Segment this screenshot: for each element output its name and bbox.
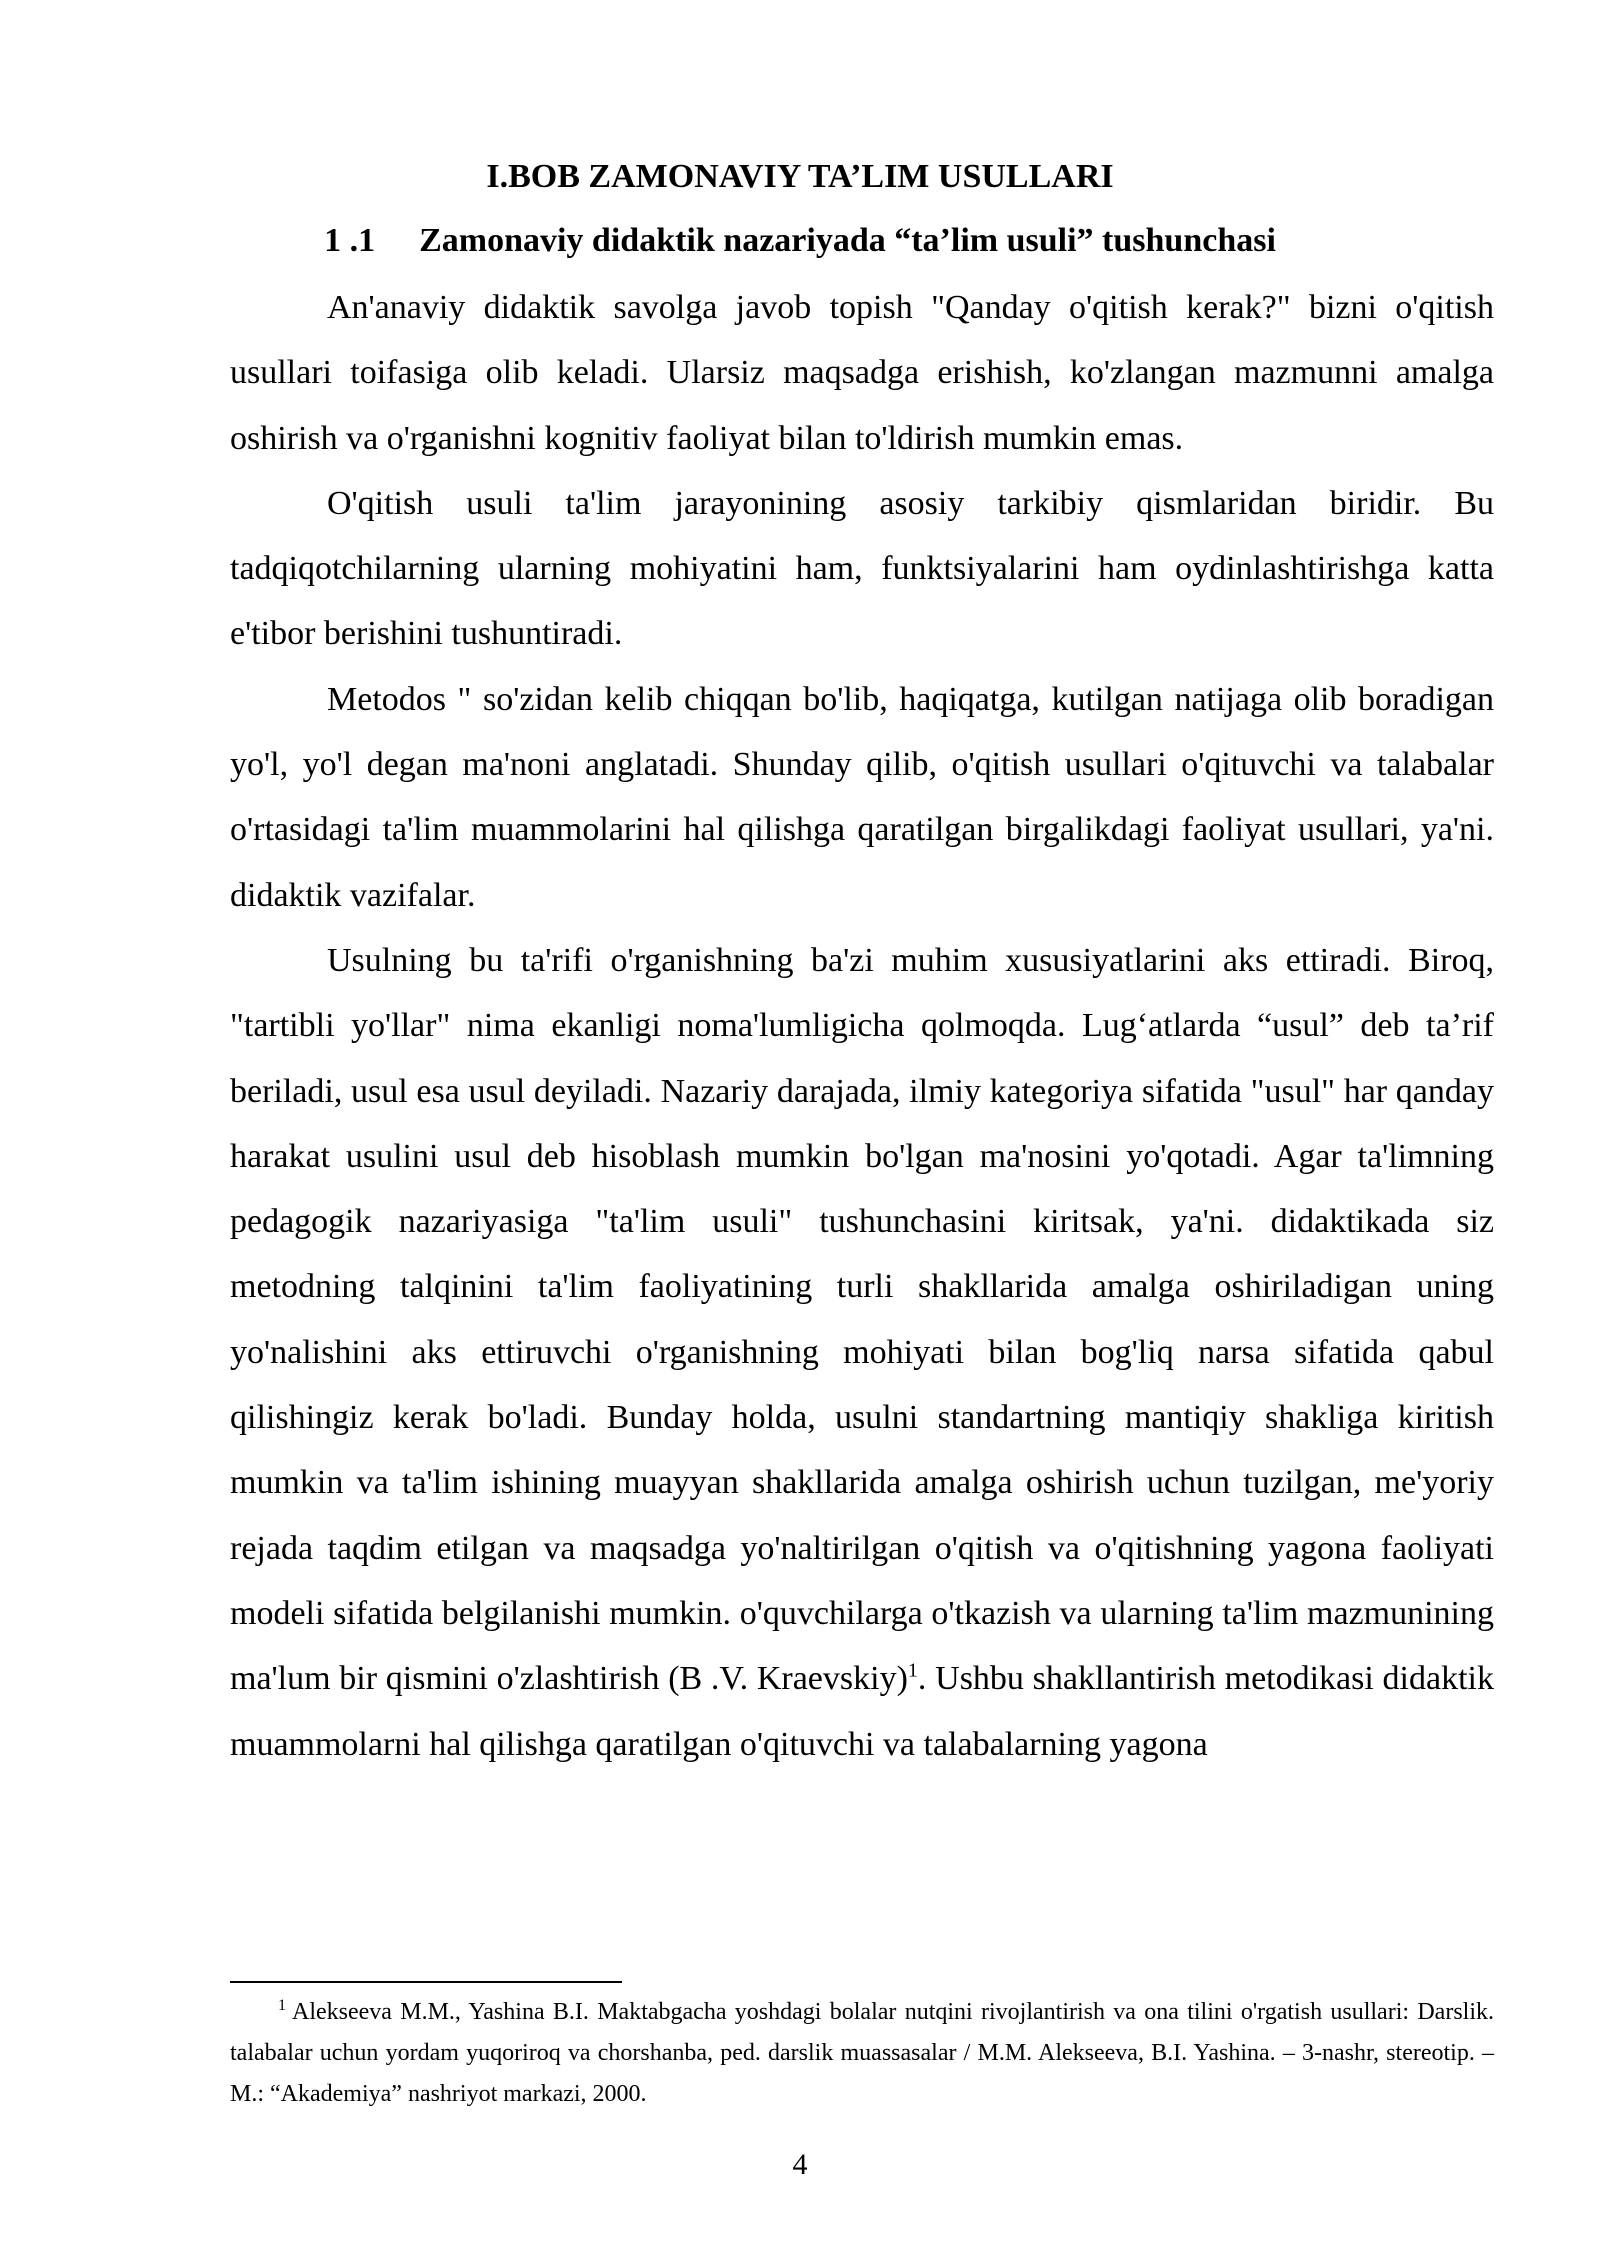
footnote-divider bbox=[230, 1981, 622, 1983]
section-title-text: Zamonaviy didaktik nazariyada “ta’lim usuli” tushunchasi bbox=[419, 222, 1276, 259]
paragraph-3: Metodos " so'zidan kelib chiqqan bo'lib, haqiqatga, kutilgan natijaga olib boradigan yo'l, yo'l degan ma'noni anglatadi. Shunday qilib, o'qitish usullari o'qituvchi va talabalar o'rtasidagi ta'lim muammolarini hal qilishga qaratilgan birgalikdagi faoliyat usullari, ya'ni. didaktik vazifalar. bbox=[230, 680, 1494, 914]
section-title bbox=[0, 217, 1600, 265]
paragraph-1: An'anaviy didaktik savolga javob topish "Qanday o'qitish kerak?" bizni o'qitish usullari toifasiga olib keladi. Ularsiz maqsadga erishish, ko'zlangan mazmunni amalga oshirish va o'rganishni kognitiv faoliyat bilan to'ldirish mumkin emas. bbox=[230, 289, 1494, 457]
paragraph-4-continuation: . Ushbu shakllantirish metodikasi didaktik muammolarni hal qilishga qaratilgan o'qituvchi va talabalarning yagona bbox=[230, 1660, 1494, 1763]
paragraph-2: O'qitish usuli ta'lim jarayonining asosiy tarkibiy qismlaridan biridir. Bu tadqiqotchilarning ularning mohiyatini ham, funktsiyalarini ham oydinlashtirishga katta e'tibor berishini tushuntiradi. bbox=[230, 484, 1494, 653]
body-text bbox=[230, 275, 1494, 1777]
page-number: 4 bbox=[792, 2148, 808, 2181]
footnote-text: Alekseeva M.M., Yashina B.I. Maktabgacha yoshdagi bolalar nutqini rivojlantirish va ona tilini o'rgatish usullari: Darslik. talabalar uchun yordam yuqoriroq va chorshanba, ped. darslik muassasalar / M.M. Alekseeva, B.I. Yashina. – 3-nashr, stereotip. – M.: “Akademiya” nashriyot markazi, 2000. bbox=[230, 1999, 1494, 2107]
paragraph-4-text: Usulning bu ta'rifi o'rganishning ba'zi muhim xususiyatlarini aks ettiradi. Biroq, "tartibli yo'llar" nima ekanligi noma'lumligicha qolmoqda. Lug‘atlarda “usul” deb ta’rif beriladi, usul esa usul deyiladi. Nazariy darajada, ilmiy kategoriya sifatida "usul" har qanday harakat usulini usul deb hisoblash mumkin bo'lgan ma'nosini yo'qotadi. Agar ta'limning pedagogik nazariyasiga "ta'lim usuli" tushunchasini kiritsak, ya'ni. didaktikada siz metodning talqinini ta'lim faoliyatining turli shakllarida amalga oshiriladigan uning yo'nalishini aks ettiruvchi o'rganishning mohiyati bilan bog'liq narsa sifatida qabul qilishingiz kerak bo'ladi. Bunday holda, usulni standartning mantiqiy shakliga kiritish mumkin va ta'lim ishining muayyan shakllarida amalga oshirish uchun tuzilgan, me'yoriy rejada taqdim etilgan va maqsadga yo'naltirilgan o'qitish va o'qitishning yagona faoliyati modeli sifatida belgilanishi mumkin. o'quvchilarga o'tkazish va ularning ta'lim mazmunining ma'lum bir qismini o'zlashtirish (B .V. Kraevskiy) bbox=[230, 941, 1494, 1698]
chapter-title: I.BOB ZAMONAVIY TA’LIM USULLARI bbox=[486, 158, 1114, 195]
footnote-reference[interactable]: 1 bbox=[907, 1659, 918, 1682]
footnote-mark: 1 bbox=[278, 1997, 286, 2014]
footnote bbox=[230, 1992, 1494, 2115]
section-number: 1 .1 bbox=[324, 222, 376, 259]
paragraph-4 bbox=[230, 928, 1494, 1777]
